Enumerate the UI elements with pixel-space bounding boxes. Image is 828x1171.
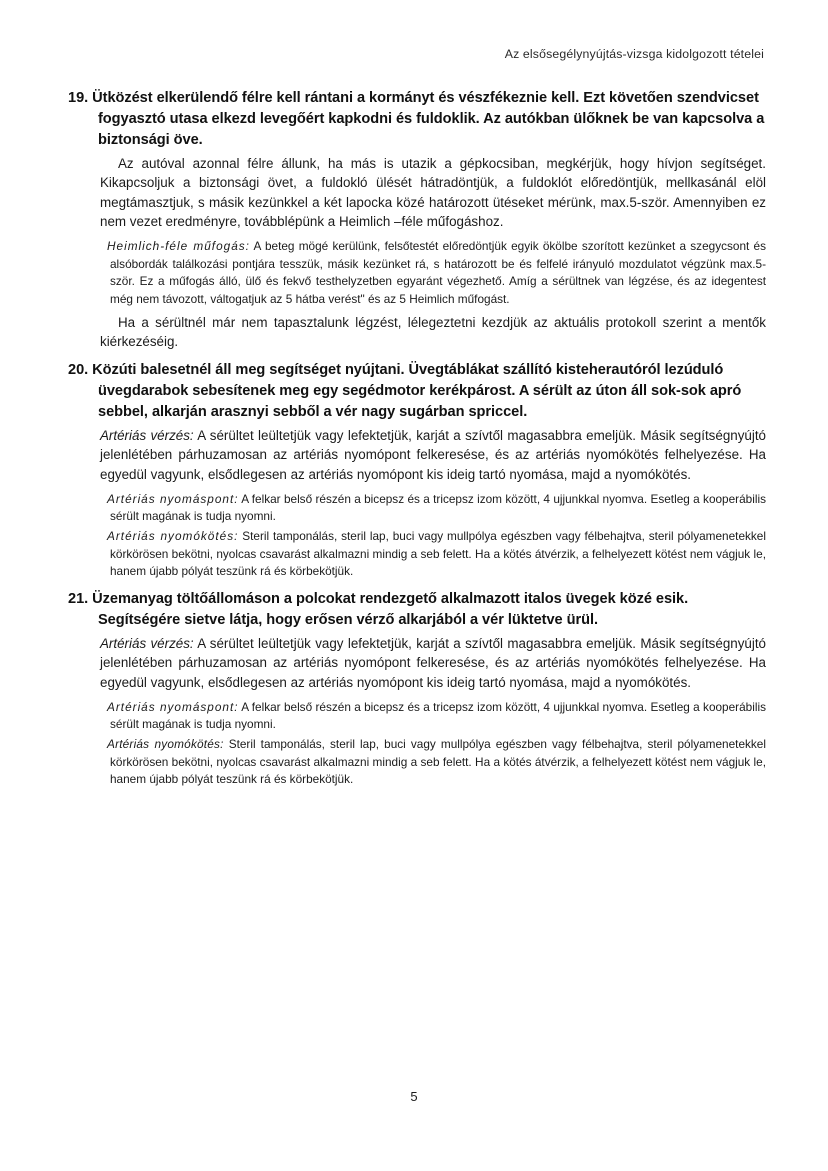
question-heading-19: 19. Ütközést elkerülendő félre kell rántani a kormányt és vészfékeznie kell. Ezt követően szendvicset fogyasztó utasa elkezd levegőért kapkodni és fuldoklik. Az autókban ülőknek be van kapcsolva a biztonsági öve. bbox=[68, 90, 765, 148]
note-label-nyomokotes-21: Artériás nyomókötés: bbox=[107, 736, 224, 751]
question-heading-21: 21. Üzemanyag töltőállomáson a polcokat rendezgető alkalmazott italos üvegek közé esik. Segítségére sietve látja, hogy erősen vérző alkarjából a vér lüktetve ürül. bbox=[68, 590, 689, 628]
spacer bbox=[68, 694, 766, 697]
label-arterias-verzes-20: Artériás vérzés: bbox=[100, 427, 194, 443]
note-nyomaspont-20 bbox=[68, 491, 766, 526]
note-text-nyomaspont-20: A felkar belső részén a bicepsz és a tricepsz izom között, 4 ujjunkkal nyomva. Esetleg a kooperábilis sérült magának is tudja nyomni. bbox=[110, 491, 766, 524]
note-text-nyomokotes-20: Steril tamponálás, steril lap, buci vagy mullpólya egészben vagy félbehajtva, steril pólyamenetekkel körkörösen bekötni, nyolcas csavarást alkalmazni mindig a seb felett. Ha a kötés átvérzik, a felhelyezett kötést nem vágjuk le, hanem újabb pólyát teszünk rá és körbekötjük. bbox=[110, 528, 766, 579]
document-body bbox=[68, 88, 766, 790]
spacer bbox=[68, 233, 766, 236]
note-nyomaspont-21 bbox=[68, 699, 766, 734]
note-nyomokotes-20 bbox=[68, 528, 766, 581]
label-arterias-verzes-21: Artériás vérzés: bbox=[100, 635, 194, 651]
note-label-heimlich: Heimlich-féle műfogás: bbox=[107, 239, 250, 254]
answer-paragraph-19: Az autóval azonnal félre állunk, ha más is utazik a gépkocsiban, megkérjük, hogy hívjon segítséget. Kikapcsoljuk a biztonsági övet, a fuldokló ülését hátradöntjük, a fuldoklót előredöntjük, mellkasánál elöl megtámasztjuk, s másik kezünkkel a két lapocka közé határozott ütéseket mérünk, max.5-ször. Amennyiben ez nem vezet eredményre, továbblépünk a Heimlich –féle műfogáshoz. bbox=[100, 155, 766, 230]
text-arterias-verzes-20: A sérültet leültetjük vagy lefektetjük, karját a szívtől magasabbra emeljük. Másik segítségnyújtó jelenlétében párhuzamosan az artériás nyomópont felkeresése, és az artériás nyomókötés felhelyezése. Ha egyedül vagyunk, elsődlegesen az artériás nyomópont kis ideig tartó nyomása, majd a nyomókötés. bbox=[100, 427, 766, 482]
page-running-header: Az elsősegélynyújtás-vizsga kidolgozott tételei bbox=[504, 47, 764, 61]
question-heading-20: 20. Közúti balesetnél áll meg segítséget nyújtani. Üvegtáblákat szállító kisteherautóról lezúduló üvegdarabok sebesítenek meg egy segédmotor kerékpárost. A sérült az úton áll sok-sok apró sebbel, alkarján arasznyi sebből a vér nagy sugárban spriccel. bbox=[68, 362, 742, 420]
note-text-nyomokotes-21: Steril tamponálás, steril lap, buci vagy mullpólya egészben vagy félbehajtva, steril pólyamenetekkel körkörösen bekötni, nyolcas csavarást alkalmazni mindig a seb felett. Ha a kötés átvérzik, a felhelyezett kötést nem vágjuk le, hanem újabb pólyát teszünk rá és körbekötjük. bbox=[110, 736, 766, 787]
note-label-nyomaspont-20: Artériás nyomáspont: bbox=[107, 491, 239, 506]
answer-paragraph-21 bbox=[68, 634, 766, 693]
note-label-nyomokotes-20: Artériás nyomókötés: bbox=[107, 528, 239, 543]
text-arterias-verzes-21: A sérültet leültetjük vagy lefektetjük, karját a szívtől magasabbra emeljük. Másik segítségnyújtó jelenlétében párhuzamosan az artériás nyomópont felkeresése, és az artériás nyomókötés felhelyezése. Ha egyedül vagyunk, elsődlegesen az artériás nyomópont kis ideig tartó nyomása, majd a nyomókötés. bbox=[100, 635, 766, 690]
note-text-heimlich: A beteg mögé kerülünk, felsőtestét előredöntjük egyik ökölbe szorított kezünket a szegycsont és alsóbordák találkozási pontjára tesszük, másik kezünket rá, s határozott be és felfelé irányuló mozdulatot végzünk max.5-ször. Ez a műfogás álló, ülő és fekvő testhelyzetben egyaránt végezhető. Amíg a sérültnek van légzése, és az idegentest még nem távozott, váltogatjuk az 5 hátba verést" és az 5 Heimlich műfogást. bbox=[110, 239, 766, 307]
spacer bbox=[68, 486, 766, 489]
note-label-nyomaspont-21: Artériás nyomáspont: bbox=[107, 699, 239, 714]
spacer bbox=[68, 353, 766, 360]
page-number: 5 bbox=[410, 1089, 418, 1104]
note-heimlich-19 bbox=[68, 238, 766, 309]
answer-paragraph-20 bbox=[68, 426, 766, 485]
note-text-nyomaspont-21: A felkar belső részén a bicepsz és a tricepsz izom között, 4 ujjunkkal nyomva. Esetleg a kooperábilis sérült magának is tudja nyomni. bbox=[110, 699, 766, 732]
spacer bbox=[68, 582, 766, 589]
closing-paragraph-19: Ha a sérültnél már nem tapasztalunk légzést, lélegeztetni kezdjük az aktuális protokoll szerint a mentők kiérkezéséig. bbox=[100, 314, 766, 350]
note-nyomokotes-21 bbox=[68, 736, 766, 789]
